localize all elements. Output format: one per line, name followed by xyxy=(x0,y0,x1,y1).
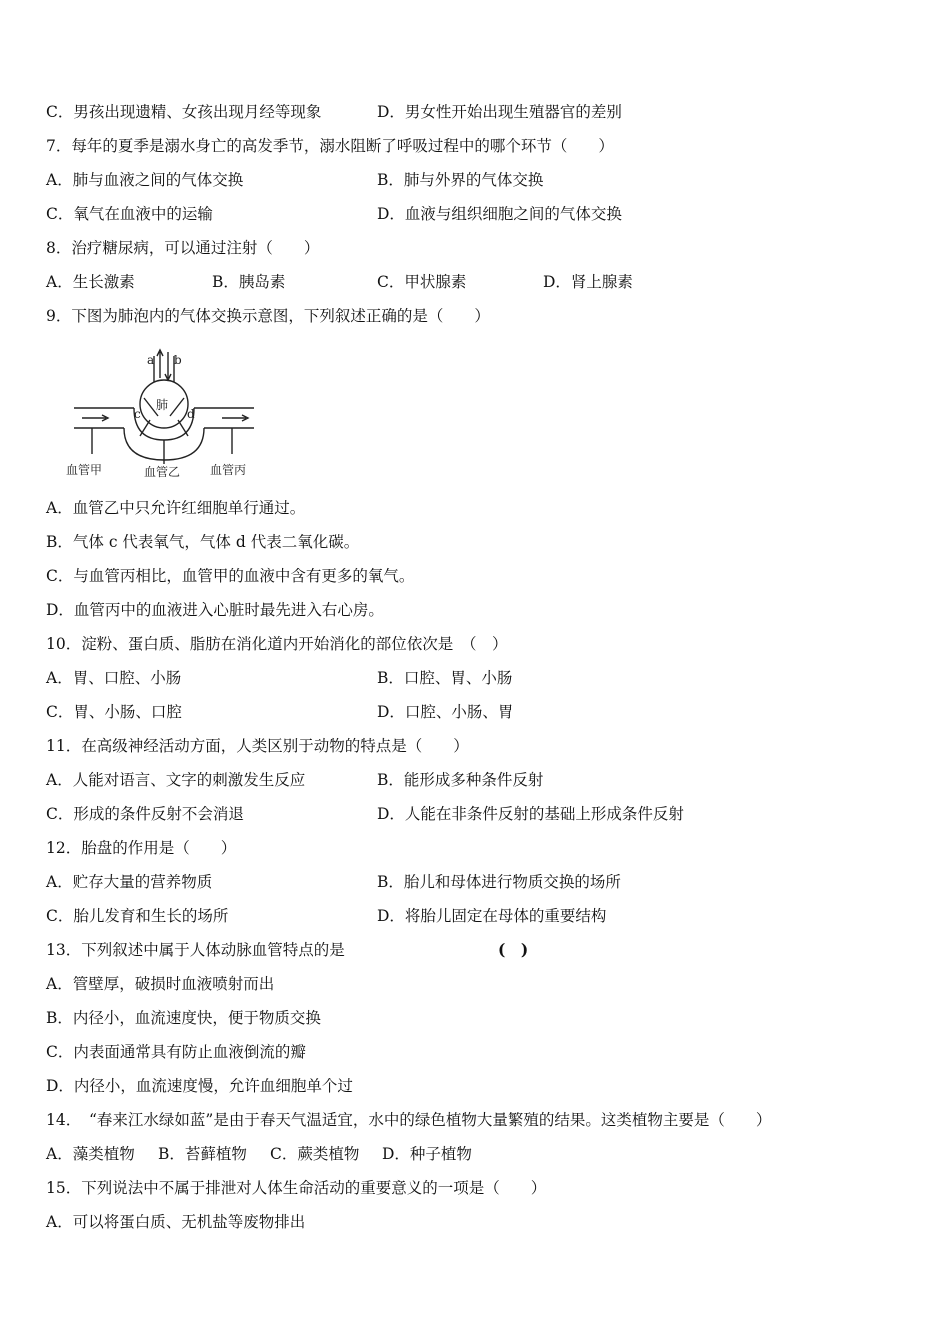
q10-option-b: B．口腔、胃、小肠 xyxy=(377,669,513,687)
q14-option-a: A．藻类植物 xyxy=(46,1145,135,1163)
q12-stem: 12．胎盘的作用是（ ） xyxy=(46,839,237,857)
label-lung: 肺 xyxy=(156,398,169,412)
q8-option-a: A．生长激素 xyxy=(46,273,135,291)
q10-option-d: D．口腔、小肠、胃 xyxy=(377,703,514,721)
label-vessel-bing: 血管丙 xyxy=(210,463,247,477)
q7-option-c: C．氧气在血液中的运输 xyxy=(46,205,213,223)
q8-option-d: D．肾上腺素 xyxy=(543,273,633,291)
q12-option-c: C．胎儿发育和生长的场所 xyxy=(46,907,229,925)
q9-option-a: A．血管乙中只允许红细胞单行通过。 xyxy=(46,499,306,517)
q11-option-a: A．人能对语言、文字的刺激发生反应 xyxy=(46,771,306,789)
q11-option-c: C．形成的条件反射不会消退 xyxy=(46,805,244,823)
alveolus-gas-exchange-diagram xyxy=(62,342,262,480)
q11-option-d: D．人能在非条件反射的基础上形成条件反射 xyxy=(377,805,684,823)
q9-option-c: C．与血管丙相比，血管甲的血液中含有更多的氧气。 xyxy=(46,567,415,585)
q6-option-c: C．男孩出现遗精、女孩出现月经等现象 xyxy=(46,103,322,121)
q12-option-b: B．胎儿和母体进行物质交换的场所 xyxy=(377,873,621,891)
q13-stem: 13．下列叙述中属于人体动脉血管特点的是 xyxy=(46,941,345,959)
q14-stem: 14． “春来江水绿如蓝”是由于春天气温适宜，水中的绿色植物大量繁殖的结果。这类植物主要是（ ） xyxy=(46,1111,772,1129)
q11-option-b: B．能形成多种条件反射 xyxy=(377,771,544,789)
q12-option-a: A．贮存大量的营养物质 xyxy=(46,873,213,891)
label-vessel-yi: 血管乙 xyxy=(144,465,181,479)
q7-option-d: D．血液与组织细胞之间的气体交换 xyxy=(377,205,622,223)
q10-stem: 10．淀粉、蛋白质、脂肪在消化道内开始消化的部位依次是 （ ） xyxy=(46,635,508,653)
q12-option-d: D．将胎儿固定在母体的重要结构 xyxy=(377,907,607,925)
q6-option-d: D．男女性开始出现生殖器官的差别 xyxy=(377,103,622,121)
q14-option-c: C．蕨类植物 xyxy=(270,1145,360,1163)
label-c: c xyxy=(134,407,141,421)
q9-option-d: D．血管丙中的血液进入心脏时最先进入右心房。 xyxy=(46,601,384,619)
label-b: b xyxy=(174,353,182,367)
q13-bracket: ( ) xyxy=(498,940,529,959)
q11-stem: 11．在高级神经活动方面，人类区别于动物的特点是（ ） xyxy=(46,737,469,755)
q9-stem: 9．下图为肺泡内的气体交换示意图，下列叙述正确的是（ ） xyxy=(46,307,490,325)
label-a: a xyxy=(147,353,155,367)
q7-option-b: B．肺与外界的气体交换 xyxy=(377,171,544,189)
q8-option-c: C．甲状腺素 xyxy=(377,273,467,291)
q14-option-d: D．种子植物 xyxy=(382,1145,472,1163)
q8-option-b: B．胰岛素 xyxy=(212,273,286,291)
q7-stem: 7．每年的夏季是溺水身亡的高发季节，溺水阻断了呼吸过程中的哪个环节（ ） xyxy=(46,137,614,155)
q9-option-b: B．气体 c 代表氧气，气体 d 代表二氧化碳。 xyxy=(46,533,360,551)
q8-stem: 8．治疗糖尿病，可以通过注射（ ） xyxy=(46,239,320,257)
q7-option-a: A．肺与血液之间的气体交换 xyxy=(46,171,244,189)
q13-option-d: D．内径小，血流速度慢，允许血细胞单个过 xyxy=(46,1077,353,1095)
q13-option-c: C．内表面通常具有防止血液倒流的瓣 xyxy=(46,1043,306,1061)
q15-option-a: A．可以将蛋白质、无机盐等废物排出 xyxy=(46,1213,306,1231)
q10-option-a: A．胃、口腔、小肠 xyxy=(46,669,182,687)
q14-option-b: B．苔藓植物 xyxy=(158,1145,247,1163)
label-d: d xyxy=(187,407,195,421)
q13-option-a: A．管壁厚，破损时血液喷射而出 xyxy=(46,975,275,993)
q10-option-c: C．胃、小肠、口腔 xyxy=(46,703,182,721)
q13-option-b: B．内径小，血流速度快，便于物质交换 xyxy=(46,1009,321,1027)
label-vessel-jia: 血管甲 xyxy=(66,463,103,477)
q15-stem: 15．下列说法中不属于排泄对人体生命活动的重要意义的一项是（ ） xyxy=(46,1179,547,1197)
